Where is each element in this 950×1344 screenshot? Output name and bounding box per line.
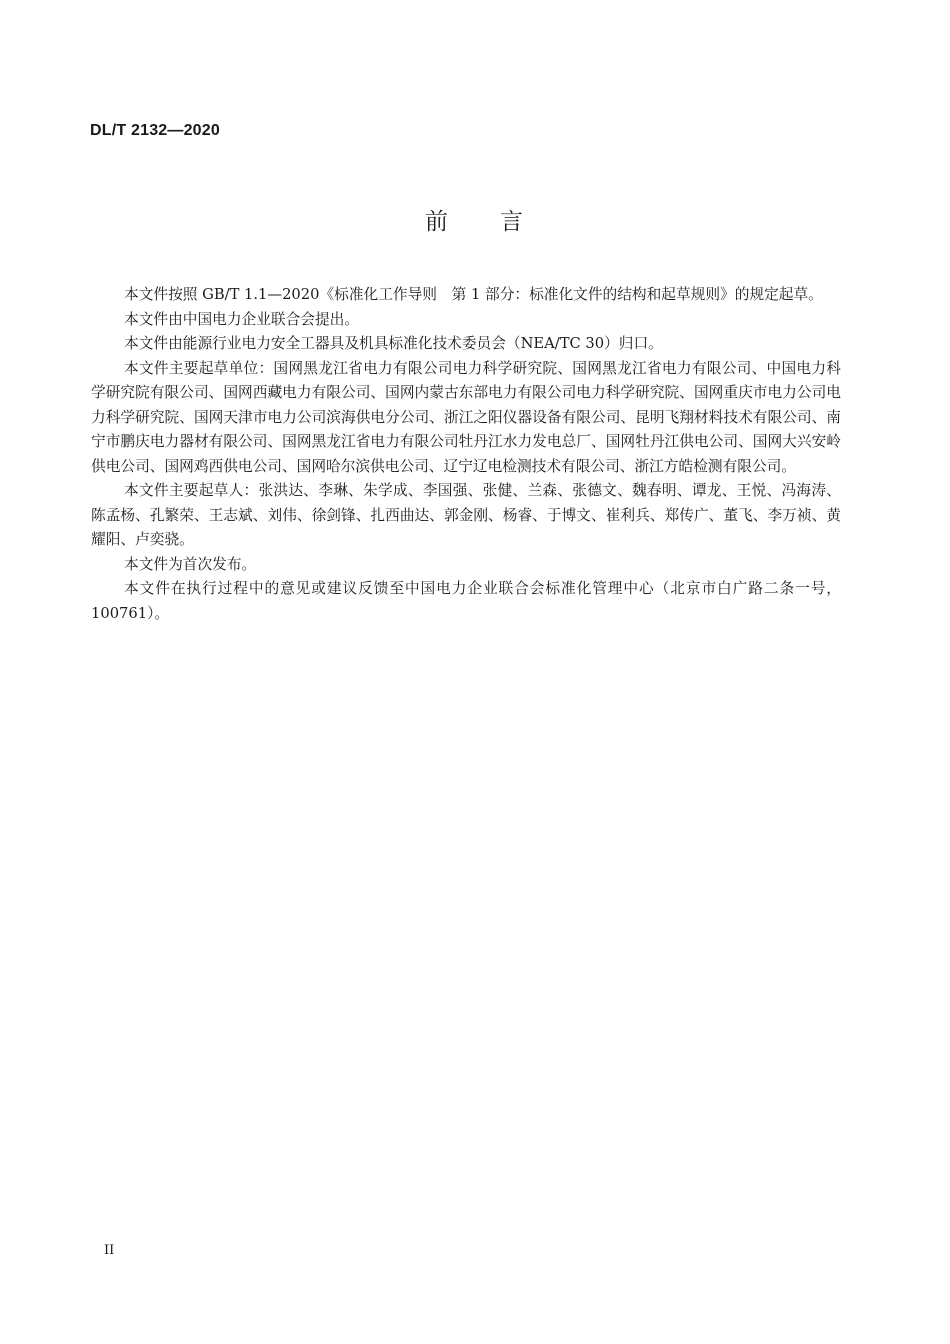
title-char-1: 前 (425, 209, 450, 235)
document-code: DL/T 2132—2020 (90, 122, 220, 139)
paragraph-drafting-rules: 本文件按照 GB/T 1.1—2020《标准化工作导则 第 1 部分：标准化文件的结构和起草规则》的规定起草。 (124, 286, 823, 303)
paragraph-drafters: 本文件主要起草人：张洪达、李琳、朱学成、李国强、张健、兰森、张德文、魏春明、谭龙、王悦、冯海涛、陈孟杨、孔繁荣、王志斌、刘伟、徐剑锋、扎西曲达、郭金刚、杨睿、于博文、崔利兵、郑传广、董飞、李万祯、黄耀阳、卢奕骁。 (91, 482, 841, 548)
page-number: II (104, 1243, 115, 1258)
page-title (0, 203, 950, 236)
foreword-body (91, 283, 841, 626)
paragraph-drafting-units: 本文件主要起草单位：国网黑龙江省电力有限公司电力科学研究院、国网黑龙江省电力有限公司、中国电力科学研究院有限公司、国网西藏电力有限公司、国网内蒙古东部电力有限公司电力科学研究院、国网重庆市电力公司电力科学研究院、国网天津市电力公司滨海供电分公司、浙江之阳仪器设备有限公司、昆明飞翔材料技术有限公司、南宁市鹏庆电力器材有限公司、国网黑龙江省电力有限公司牡丹江水力发电总厂、国网牡丹江供电公司、国网大兴安岭供电公司、国网鸡西供电公司、国网哈尔滨供电公司、辽宁辽电检测技术有限公司、浙江方皓检测有限公司。 (91, 359, 841, 475)
title-char-2: 言 (500, 209, 525, 235)
paragraph-first-release: 本文件为首次发布。 (124, 555, 257, 573)
paragraph-proposer: 本文件由中国电力企业联合会提出。 (124, 310, 360, 328)
paragraph-feedback: 本文件在执行过程中的意见或建议反馈至中国电力企业联合会标准化管理中心（北京市白广路二条一号，100761）。 (91, 580, 841, 622)
paragraph-technical-committee: 本文件由能源行业电力安全工器具及机具标准化技术委员会（NEA/TC 30）归口。 (124, 335, 663, 352)
